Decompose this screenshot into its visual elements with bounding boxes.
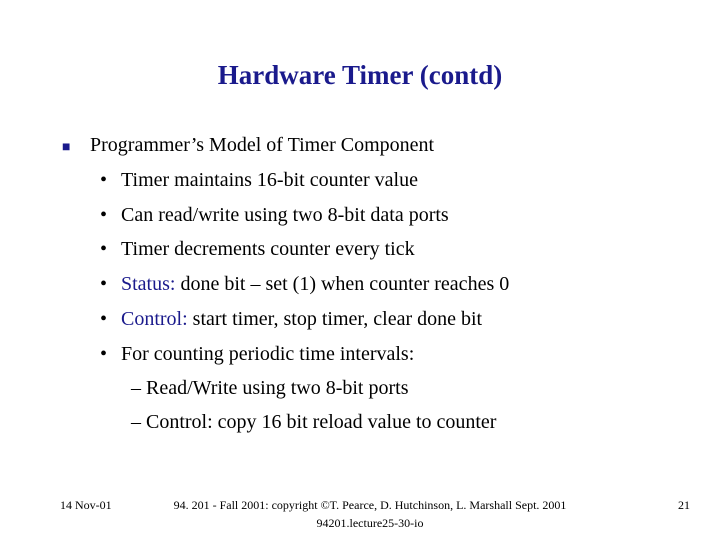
- footer-copyright: [140, 496, 600, 532]
- sub-point: For counting periodic time intervals:: [121, 343, 415, 365]
- footer-date: 14 Nov-01: [60, 498, 112, 512]
- control-label: Control:: [121, 308, 188, 330]
- bullet-dot-icon: •: [100, 238, 108, 260]
- sub-point: Timer maintains 16-bit counter value: [121, 169, 418, 191]
- footer-copyright-line1: 94. 201 - Fall 2001: copyright ©T. Pearce, D. Hutchinson, L. Marshall Sept. 2001: [173, 498, 567, 512]
- sub-sub-point: – Control: copy 16 bit reload value to counter: [131, 411, 497, 433]
- page-number: 21: [678, 498, 690, 512]
- square-bullet-icon: ■: [62, 140, 71, 155]
- sub-point: Can read/write using two 8-bit data ports: [121, 204, 449, 226]
- status-text: done bit – set (1) when counter reaches 0: [175, 273, 510, 295]
- slide-title: Hardware Timer (contd): [217, 60, 503, 90]
- sub-point-control: [121, 307, 482, 331]
- bullet-dot-icon: •: [100, 273, 108, 295]
- bullet-dot-icon: •: [100, 343, 108, 365]
- sub-sub-point: – Read/Write using two 8-bit ports: [131, 377, 409, 399]
- footer-copyright-line2: 94201.lecture25-30-io: [316, 516, 424, 530]
- bullet-dot-icon: •: [100, 308, 108, 330]
- status-label: Status:: [121, 273, 176, 295]
- main-point-text: Programmer’s Model of Timer Component: [90, 134, 435, 156]
- bullet-dot-icon: •: [100, 169, 108, 191]
- control-text: start timer, stop timer, clear done bit: [187, 308, 483, 330]
- bullet-dot-icon: •: [100, 204, 108, 226]
- sub-point: Timer decrements counter every tick: [121, 238, 415, 260]
- sub-point-status: [121, 272, 509, 296]
